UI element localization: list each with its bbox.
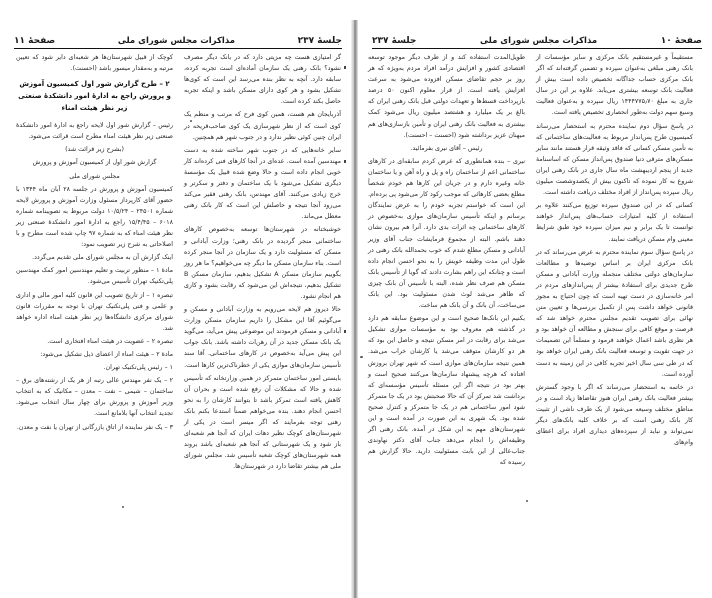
right-page-number: صفحهٔ ۱۰ <box>660 36 702 46</box>
paragraph: طویل‌المدت استفاده کند و از طرف دیگر موجود توسعه اقتصادی کشور و افزایش درآمد افراد مردم به‌ویژه که هر روز بر حجم تقاضای مسکن افزوده می‌شود به سرعت افزایش یافته است. از قرار معلوم اکنون ۵۰ درصد بازپرداخت قسط‌ها و تعهدات دولتی قبل بانک رهنی ایران که بالغ بر یک میلیارد و هشتصد میلیون ریال می‌شود کمک بیشتری به فعالیت بانک رهنی ایران و تأمین بازسازی‌های هم میهنان عزیز برداشته شود (احسنت – احسنت). <box>368 54 526 139</box>
scan-speck <box>360 356 363 358</box>
list-item: ۱ – رئیس پلی‌تکنیک تهران. <box>103 364 173 372</box>
left-page-left-column <box>16 52 173 435</box>
paragraph: در خاتمه به استحضار می‌رساند که اگر با وجود گسترش بیشتر فعالیت بانک رهنی ایران هنوز تقاضاها زیاد است و در مناطق مختلف وسیعه می‌شود از یک طرف ناشی از تثبیت کار بانک رهنی است که بر خلاف کلیه بانک‌های دیگر نمی‌تواند و نباید از سپرده‌های دیداری افراد برای اعطای وام‌های <box>536 383 693 447</box>
right-page-header <box>372 30 702 49</box>
speaker-call: رئیس – آقای نیری بفرمائید. <box>410 144 483 152</box>
note-1: تبصره ۱ – از تاریخ تصویب این قانون کلیه امور مالی و اداری و علمی و فنی پلی‌تکنیک تهران با توجه به مقررات قانون شورای مرکزی دانشگاه‌ها زیر نظر هیئت امناء اداره خواهد شد. <box>16 291 174 332</box>
left-page-title: مذاکرات مجلس شورای ملی <box>117 36 235 46</box>
right-page-title: مذاکرات مجلس شورای ملی <box>480 36 598 46</box>
paragraph: خوشبختانه در شهرستان‌ها توسعه به‌خصوص کارهای ساختمانی منجر گردیده در بانک رهنی؛ وزارت آبادانی و مسکن که مسئولیت دارد و یک سازمان در آنجا منجر کرده است. بناء سازمان مسکن ما دیگر چه می‌خواهیم؟ ما هر روز بگوییم سازمان مسکن A تشکیل بدهیم، سازمان مسکن B تشکیل بدهیم، نتیجه‌اش این می‌شود که رقابت بشود و کاری هم انجام نشود. <box>184 226 341 300</box>
paragraph: در پاسخ سؤال دوم نماینده محترم به استحضار می‌رساند کمیسیون طرح پس‌انداز مربوط به فعالیت‌های ساختمانی که به تأمین مسکن کسانی که فاقد وثیقه قرار هستند مانند سایر مسکن‌های مترقی دنیا صندوق پس‌انداز مسکن که اساسنامهٔ جدید از پنجم اردیبهشت ماه سال جاری در بانک رهنی ایران شروع به کار نموده که تاکنون بیش از یکصدوشصت میلیون ریال سپرده پس‌انداز از افراد مختلف دریافت داشته است. <box>536 122 693 197</box>
right-page-right-column <box>536 52 693 450</box>
report-title: گزارش شور اول از کمیسیون آموزش و پرورش <box>32 159 157 167</box>
left-page-right-column <box>184 52 341 474</box>
paragraph: حالا دیروز هم لایحه می‌رویم به وزارت آبادانی و مسکن و می‌گوئیم آقا این مشکل را داریم سازمان مسکن وزارت آبادانی و مسکن فرمودند این موضوعی پیش می‌آید، می‌گوید یک بانک مسکن جدید در آن رهن‌ات داشته باشد. بانک جواب این پیش می‌آید به‌خصوص در کارهای ساختمانی. آقا سند تأسیس سازمان‌های موازی یکی از خطرناک‌ترین کارها است. <box>184 306 341 369</box>
paragraph: بکنیم این بانک‌ها صحیح است و این موضوع سابقه هم دارد در گذشته هم معروف بود به مؤسسات موازی تشکیل می‌شد برای رقابت در امر مسکن نتیجه و حاصل این بود که هر دو کارشان متوقف می‌شد یا کارشان خراب می‌شد. همین نتیجه سازمان‌های موازی است که شهر تهران بروزش افتاده که هرچه پیشنهاد سازمان‌ها می‌کنند صحیح است و بهتر بود در نتیجه اگر این مسئله تأسیس مؤسسه‌ای که برداشت شد تمرکز آن که حالا صحبتش بود در یک جا متمرکز شود امور ساختمانی هم در یک جا متمرکز و کنترل صحیح شده بود. یک شهری به این صورت در آمده است و این شهرستان‌های مهم به این شکل در آمده. بانک رهنی اگر وظیفه‌اش را انجام می‌دهد جناب آقای دکتر نهاوندی جناب‌عالی از این بابت مسئولیت دارید. حالا گزارش هم رسیده که <box>368 315 525 467</box>
right-page-left-column <box>368 52 525 470</box>
list-item: ۳ – یک نفر نماینده از اتاق بازرگانی از تهران یا نفت و معدن. <box>16 423 173 431</box>
left-page-session-label: جلسهٔ ۲۳۷ <box>297 36 342 46</box>
scan-speck <box>122 506 124 508</box>
list-item: ۲ – یک نفر مهندس عالی رتبه از هر یک از رشته‌های برق – ساختمان – شیمی – نفت – معدن – مکانیک که به انتخاب وزیر آموزش و پرورش برای چهار سال انتخاب می‌شود. تجدید انتخاب آنها بلامانع است. <box>16 377 173 418</box>
scan-speck <box>526 500 528 502</box>
scan-speck <box>190 120 192 122</box>
agenda-item-heading: ۲ – طرح گزارش شور اول کمیسیون آموزش و پرورش راجع به ادارهٔ امور دانشکدهٔ صنعتی زیر نظر هیئت امناء <box>18 80 171 113</box>
paragraph: گر امتیازی هست چه مزیتی دارد که در بانک دیگر مصرف نشود؟ بانک رهنی یک سازمان آماده‌ای است تجربه کرده، سابقه دارد. آنچه به نظر بنده می‌رسد این است که کوی‌ها تشکیل بشود و هر کوی دارای مسکن باشد و اینکه تجربه حاصل بکند کرده است. <box>184 54 341 106</box>
paragraph: کسانی که در این صندوق سپرده توزیع می‌کنند علاوه بر استفاده از کلیه امتیازات حساب‌های پس‌انداز خواهند توانست تا یک برابر و نیم میزان سپرده خود طبق شرایط معینی وام مسکن دریافت نمایند. <box>536 202 693 243</box>
left-page-number: صفحهٔ ۱۱ <box>14 36 56 46</box>
report-addressee: مجلس شورای ملی <box>69 172 120 180</box>
paragraph: نیری – بنده همانطوری که عرض کردم سابقه‌ای در کارهای ساختمانی اعم از ساختمان راه و پل و راه آهن و یا ساختمان خانه وغیره دارم و در جریان این کارها هم خودم شخصاً مطلع بعضی کارهائی که موجب رکود کار می‌شود پی برده‌ام. این است که خواستم تجربه خودم را به عرض نمایندگان برسانم و اینکه تأسیس سازمان‌های موازی به‌خصوص در کارهای ساختمانی چه اثرات بدی دارد. آنرا هم بیرون نشان دهند باشم. البته از مجموع فرمایشات جناب آقای وزیر آبادانی و مسکن مطلع شدم که خوب بحمدالله بانک رهنی در طول این مدت وظیفه خویش را به نحو احسن انجام داده است و چنانکه این راهم بشارت دادند که گویا از تأسیس بانک مسکن هم صرف نظر شده، البته با تأسیس آن بانک چیزی که ظاهر می‌شد لوث شدن مسئولیت بود. این بانک می‌ساخت، آن بانک و آن بانک هم ساخت. <box>368 157 525 310</box>
paragraph: سایر خانه‌هایی که در جنوب شهر ساخته شده به دست مهندسین آمده است. عده‌ای در آنجا کارهای فنی کرده‌اند کار خوبی انجام داده است و حالا وضع شده قبیل یک مؤسسهٔ دیگری تشکیل می‌شود با یک ساختمان و دفتر و سکرتر و خرج زیادی می‌کنند. آقای مهندس، بانک رهنی فقیر می‌کند می‌رود آنجا نتیجه و حاصلش این است که کار بانک رهنی معطل می‌ماند. <box>184 146 341 221</box>
right-page-session-label: جلسهٔ ۲۳۷ <box>372 36 417 46</box>
paragraph: بایستی امور ساختمان متمرکز در همین وزارتخانه که تأسیس شده و حالا که مشکلات آن رفع شده است و بحران آن کاهش یافته است تمرکز باشد تا بتوانند کارشان را به نحو احسن انجام دهند. بنده می‌خواهم ضمناً استدعا بکنم بانک رهنی توجه بفرمایند که اگر میسر است در یکی از شهرستان‌های کوچک نظیر دهات ایران که آنجا هم شعبه‌ای باز شود و یک شهرستانی که آنجا هم شعبه‌ای باشد بروند همه شهرستان‌های کوچک شعبه تأسیس شد. مجلس شورای ملی هم بیشتر تقاضا دارد در شهرستان‌ها. <box>184 374 341 471</box>
article-2: مادهٔ ۲ – هیئت امناء از اعضای ذیل تشکیل می‌شود: <box>40 350 173 358</box>
paragraph: در پاسخ سؤال سوم نماینده محترم به عرض می‌رساند که در بانک مرکزی ایران بر اساس توصیه‌ها و مطالعات سازمان‌های دولتی مختلف منجمله وزارت آبادانی و مسکن طرح جدیدی برای استفادهٔ بیشتر از پس‌اندازهای مردم در امر خانه‌سازی در دست تهیه است که چون احتیاج به مجوز قانونی خواهد داشت پس از تکمیل بررسی‌ها و تعیین متن نهائی برای تصویب تقدیم مجلس محترم خواهد شد که فرصت و موقع کافی برای سنجش و مطالعه آن خواهد بود و هر نظری باشد اعمال خواهند فرمود و مسلماً این تصمیمات در جهت تقویت و توسعه فعالیت بانک رهنی ایران خواهد بود که در طی سی سال اخیر تجربه کافی در این زمینه به دست آورده است. <box>536 248 693 378</box>
article-1: مادهٔ ۱ – منظور تربیت و تعلیم مهندسین امور کمک مهندسین پلی‌تکنیک تهران تأسیس می‌شود. <box>16 267 173 286</box>
left-page-header <box>14 30 342 49</box>
paragraph: کوچک از قبیل شهرستان‌ها هر شعبه‌ای دایر شود که تعیین مرتبه و به‌مقدار میسور باشد (احسنت). <box>16 54 173 73</box>
right-page <box>356 0 712 598</box>
gutter-mark <box>344 160 346 163</box>
paragraph: کمیسیون آموزش و پرورش در جلسه ۲۸ آبان ماه ۱۳۴۴ با حضور آقای کارپرداز مسئول وزارت آموزش و پرورش لایحه شماره ۲۴۵۰۱ – ۱۰/۵/۲۴ دولت مربوط به تصویبنامه شماره ۶۰۱۸ – ۱۵/۴/۴۵ راجع به ادارهٔ امور دانشکدهٔ صنعتی زیر نظر هیئت امناء که به شماره ۹۷ چاپ شده است مطرح و با اصلاحاتی به شرح زیر تصویب نمود: <box>16 185 173 249</box>
paragraph: مستقیماً و غیرمستقیم بانک مرکزی و سایر مؤسسات از بانک رهنی مبلغی به‌عنوان سپرده و تضمین گرفته‌اند که اگر بانک مرکزی حساب جداگانه تخصیص داده است بیش از فعالیت بانک توسعه بیشتری می‌یابد. علاوه بر این در سال جاری به مبلغ ۱۴۴۴۷۷۵٫۷۰ ریال سپرده و به‌عنوان فعالیت وسیع سهم دولت به‌طور انحصاری تخصیص یافته است. <box>536 54 693 117</box>
gutter-mark <box>344 66 346 69</box>
paragraph: آذربایجان هم هست، همین کوی فرح که مرتب و منظم یک کوی است که از نظر شهرسازی یک کوی صاحب‌قریحه در ایران چنین کوئی نظیر ندارد و در جنوب شهر هم همچنین. <box>184 111 341 141</box>
paragraph: اینک گزارش آن به مجلس شورای ملی تقدیم می‌گردد. <box>32 254 173 262</box>
reading-note: (بشرح زیر قرائت شد) <box>65 146 124 154</box>
gutter-mark <box>344 330 346 333</box>
note-2: تبصره ۲ – عضویت در هیئت امناء افتخاری است. <box>47 337 173 345</box>
paragraph: رئیس – گزارش شور اول لایحه راجع به ادارهٔ امور دانشکدهٔ صنعتی زیر نظر هیئت امناء مطرح است قرائت می‌شود. <box>16 122 173 141</box>
